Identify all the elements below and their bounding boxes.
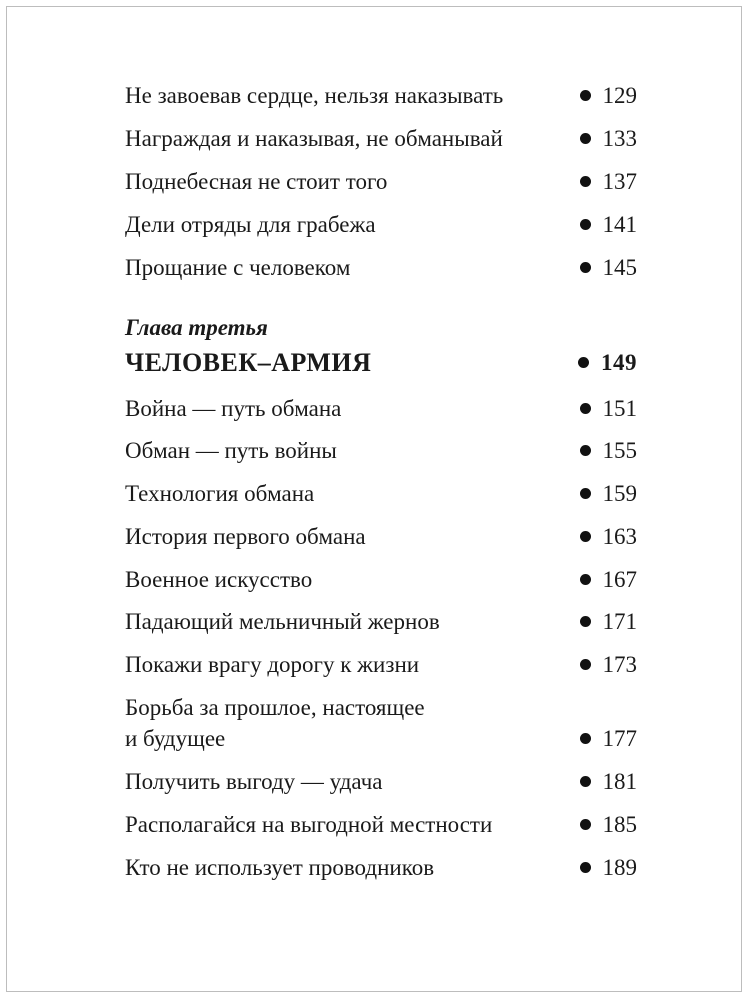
toc-entry-page [580,166,638,197]
toc-entry-page [580,209,638,240]
bullet-dot-icon [580,403,591,414]
bullet-dot-icon [580,776,591,787]
toc-entry-title: Располагайся на выгодной местности [125,812,493,837]
toc-entry-multiline [125,692,637,754]
toc-entry-page [578,347,637,378]
bullet-dot-icon [580,531,591,542]
chapter-label: Глава третья [125,315,268,340]
page-number: 177 [602,726,637,751]
bullet-dot-icon [580,574,591,585]
toc-entry-title: Прощание с человеком [125,255,351,280]
toc-entry-page [580,852,638,883]
toc-entry-page [580,521,638,552]
toc-entry [125,80,637,111]
bullet-dot-icon [580,733,591,744]
page-number: 173 [602,652,637,677]
toc-entry-title-line1: Борьба за прошлое, настоящее [125,695,425,720]
page-number: 181 [602,769,637,794]
bullet-dot-icon [580,90,591,101]
toc-entry [125,478,637,509]
toc-entry [125,123,637,154]
toc-entry-page [580,123,638,154]
toc-entry-title: Технология обмана [125,481,315,506]
toc-entry [125,766,637,797]
toc-entry-title: Обман — путь войны [125,438,337,463]
toc-entry-title: Поднебесная не стоит того [125,169,388,194]
bullet-dot-icon [580,659,591,670]
toc-entry-title: Падающий мельничный жернов [125,609,440,634]
toc-entry-title: Военное искусство [125,567,313,592]
page-number: 141 [602,212,637,237]
page-number: 151 [602,396,637,421]
page-number: 129 [602,83,637,108]
page-number: 155 [602,438,637,463]
toc-entry-page [580,606,638,637]
toc-entry-page [580,393,638,424]
toc-entry-title: Война — путь обмана [125,396,342,421]
bullet-dot-icon [580,445,591,456]
page-number: 167 [602,567,637,592]
toc-entry [125,809,637,840]
page-number: 137 [602,169,637,194]
toc-entry-title-line2: и будущее [125,726,226,751]
toc-entry [125,564,637,595]
toc-entry-page [580,478,638,509]
toc-entry-page [580,564,638,595]
toc-entry [125,852,637,883]
bullet-dot-icon [580,219,591,230]
chapter-title: ЧЕЛОВЕК–АРМИЯ [125,348,372,377]
page-number: 185 [602,812,637,837]
toc-entry-title: Награждая и наказывая, не обманывай [125,126,503,151]
toc-entry-page [580,252,638,283]
page-number: 149 [601,350,637,375]
bullet-dot-icon [580,176,591,187]
page-number: 133 [602,126,637,151]
toc-entry-page [580,809,638,840]
toc-entry-title: Получить выгоду — удача [125,769,383,794]
bullet-dot-icon [580,262,591,273]
toc-entry-title: Не завоевав сердце, нельзя наказывать [125,83,504,108]
bullet-dot-icon [578,357,589,368]
toc-entry [125,606,637,637]
toc-entry-title: Покажи врагу дорогу к жизни [125,652,420,677]
chapter-heading [125,347,637,378]
toc-entry-page [580,80,638,111]
toc-entry [125,166,637,197]
bullet-dot-icon [580,133,591,144]
toc-entry-title: Дели отряды для грабежа [125,212,376,237]
toc-entry [125,435,637,466]
toc-entry [125,393,637,424]
toc-entry-page [580,766,638,797]
toc-entry-page [580,723,638,754]
page-number: 145 [602,255,637,280]
toc-entry [125,521,637,552]
page-number: 159 [602,481,637,506]
page-number: 171 [602,609,637,634]
bullet-dot-icon [580,488,591,499]
toc-entry-page [580,649,638,680]
toc-entry-page [580,435,638,466]
bullet-dot-icon [580,862,591,873]
page-number: 189 [602,855,637,880]
toc-entry [125,209,637,240]
toc-entry-title: Кто не использует проводников [125,855,435,880]
bullet-dot-icon [580,819,591,830]
toc-entry-title: История первого обмана [125,524,366,549]
page-number: 163 [602,524,637,549]
toc-entry [125,649,637,680]
bullet-dot-icon [580,616,591,627]
toc-entry [125,252,637,283]
